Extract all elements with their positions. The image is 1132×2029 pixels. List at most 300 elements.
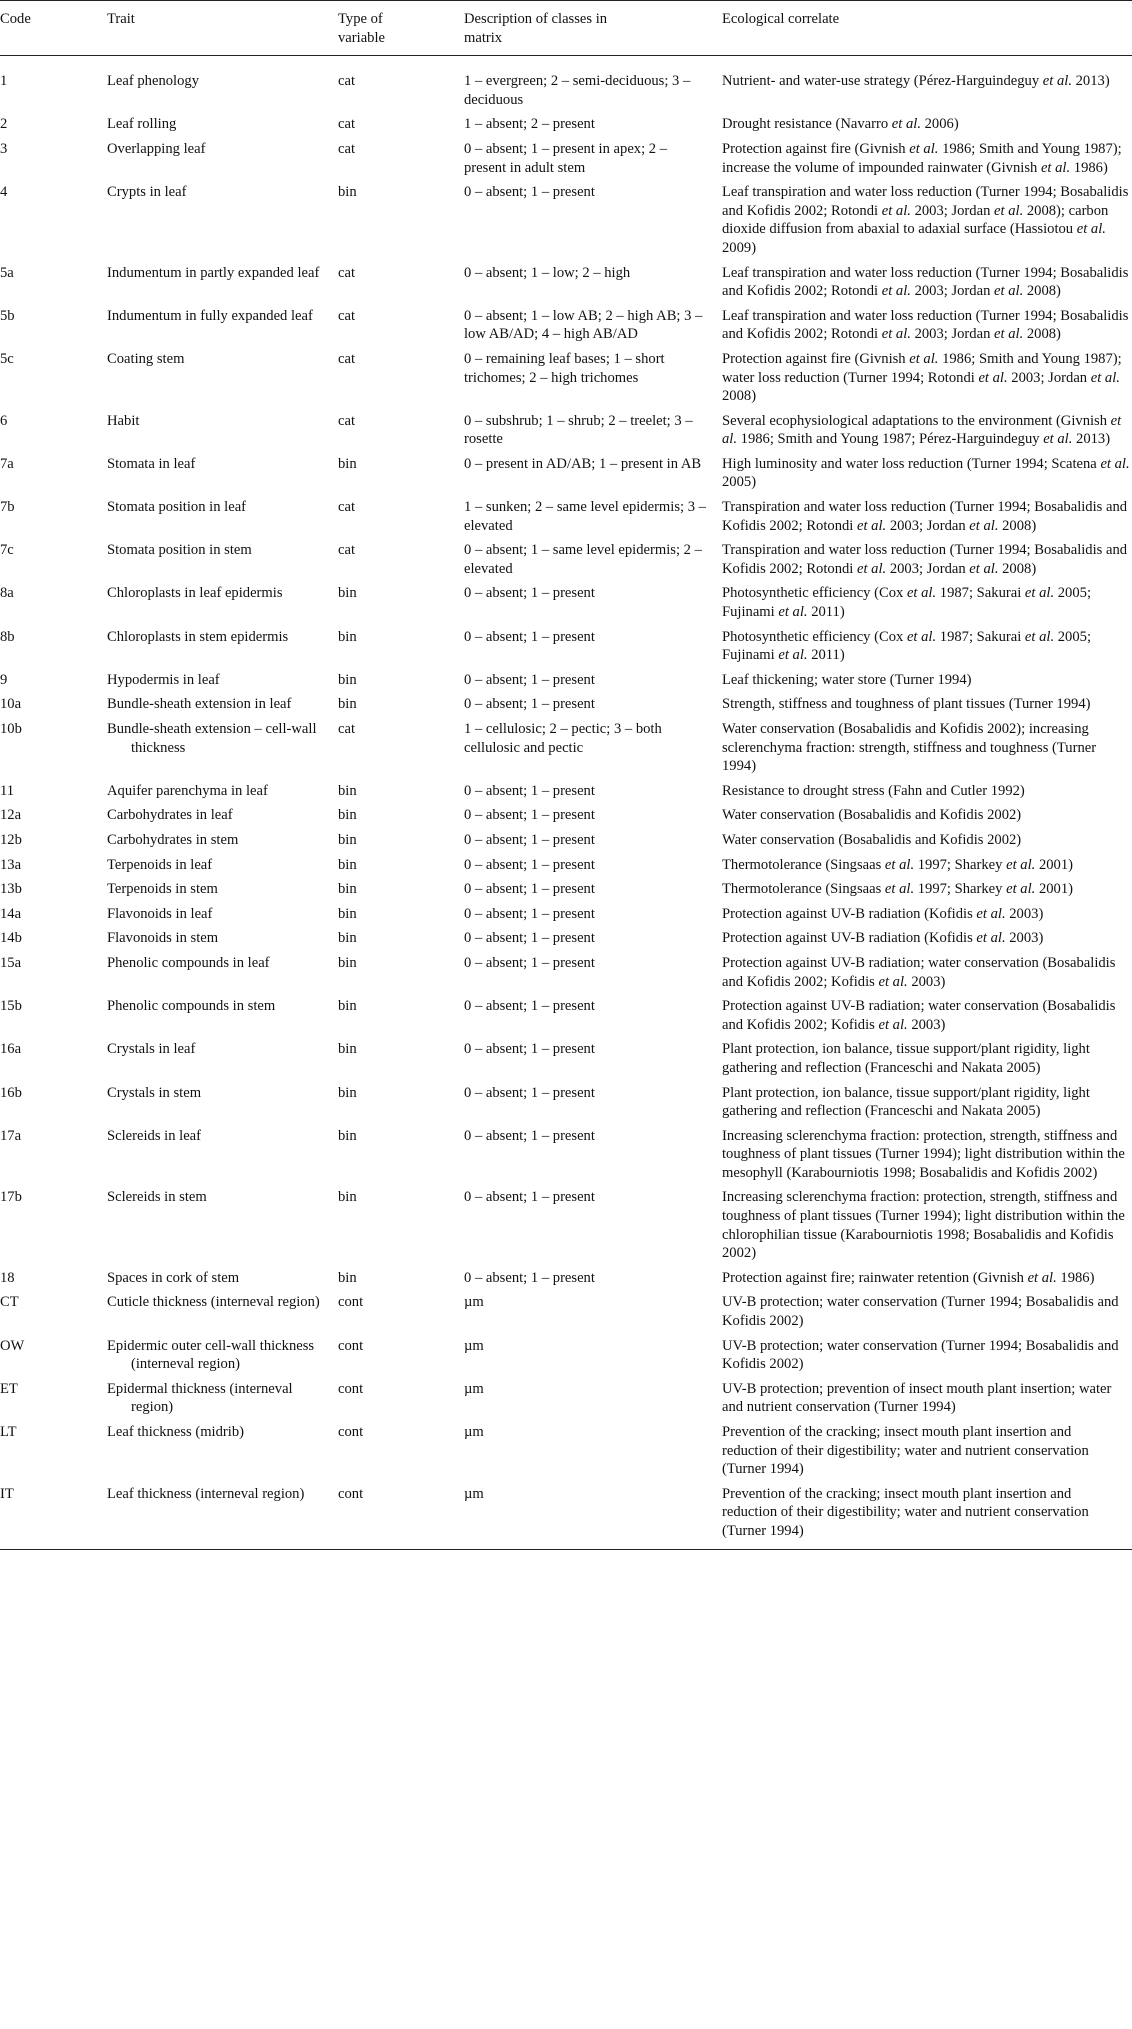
cell-code — [0, 668, 107, 693]
cell-description — [464, 717, 722, 779]
cell-trait — [107, 692, 338, 717]
cell-ecological-correlate-text: Protection against UV-B radiation (Kofidis et al. 2003) — [722, 905, 1044, 922]
cell-code-text: 15b — [0, 998, 22, 1015]
table-row — [0, 951, 1132, 994]
cell-description — [464, 409, 722, 452]
table-row — [0, 409, 1132, 452]
cell-trait-text: Phenolic compounds in stem — [107, 998, 276, 1015]
cell-type — [338, 877, 464, 902]
cell-description-text: 0 – absent; 1 – present — [464, 856, 595, 873]
cell-code — [0, 347, 107, 409]
cell-trait-text: Indumentum in fully expanded leaf — [107, 307, 313, 324]
cell-description — [464, 261, 722, 304]
cell-trait — [107, 409, 338, 452]
cell-ecological-correlate-text: Protection against fire (Givnish et al. 1986; Smith and Young 1987); increase the volume of impounded rainwater (Givnish et al. 1986) — [722, 140, 1122, 176]
table-row — [0, 625, 1132, 668]
cell-ecological-correlate-text: UV-B protection; water conservation (Turner 1994; Bosabalidis and Kofidis 2002) — [722, 1337, 1119, 1373]
cell-type — [338, 1334, 464, 1377]
cell-type-text: bin — [338, 954, 357, 971]
cell-ecological-correlate-text: Thermotolerance (Singsaas et al. 1997; Sharkey et al. 2001) — [722, 856, 1073, 873]
cell-type-text: bin — [338, 905, 357, 922]
cell-description-text: 0 – absent; 1 – present — [464, 881, 595, 898]
cell-ecological-correlate-text: Nutrient- and water-use strategy (Pérez-Harguindeguy et al. 2013) — [722, 73, 1110, 90]
cell-description-text: 1 – evergreen; 2 – semi-deciduous; 3 – deciduous — [464, 73, 691, 108]
cell-type — [338, 261, 464, 304]
cell-code-text: 6 — [0, 412, 8, 429]
table-row — [0, 779, 1132, 804]
cell-ecological-correlate-text: Drought resistance (Navarro et al. 2006) — [722, 116, 959, 133]
cell-ecological-correlate — [722, 347, 1132, 409]
cell-trait-text: Flavonoids in stem — [107, 930, 219, 947]
cell-trait-text: Hypodermis in leaf — [107, 671, 220, 688]
cell-description-text: 0 – absent; 1 – present — [464, 807, 595, 824]
cell-code — [0, 717, 107, 779]
cell-type — [338, 902, 464, 927]
header-ecological-correlate: Ecological correlate — [722, 1, 1132, 56]
cell-description — [464, 347, 722, 409]
cell-type-text: bin — [338, 881, 357, 898]
cell-type — [338, 1266, 464, 1291]
cell-trait-text: Flavonoids in leaf — [107, 905, 213, 922]
cell-type-text: bin — [338, 184, 357, 201]
cell-description — [464, 951, 722, 994]
cell-ecological-correlate-text: UV-B protection; water conservation (Turner 1994; Bosabalidis and Kofidis 2002) — [722, 1294, 1119, 1330]
cell-code-text: 15a — [0, 954, 22, 971]
cell-ecological-correlate — [722, 779, 1132, 804]
cell-ecological-correlate-text: Increasing sclerenchyma fraction: protection, strength, stiffness and toughness of plant tissues (Turner 1994); light distribution within the chlorophilian tissue (Karabourniotis 1998; Bosabalidis and Kofidis 2002) — [722, 1189, 1125, 1262]
cell-trait-text: Carbohydrates in stem — [107, 831, 239, 848]
cell-type-text: bin — [338, 1084, 357, 1101]
cell-type-text: bin — [338, 696, 357, 713]
cell-ecological-correlate — [722, 56, 1132, 113]
cell-trait — [107, 56, 338, 113]
cell-trait-text: Crypts in leaf — [107, 184, 187, 201]
table-row — [0, 668, 1132, 693]
cell-code-text: 7a — [0, 455, 14, 472]
cell-type — [338, 803, 464, 828]
cell-type-text: bin — [338, 1269, 357, 1286]
cell-description — [464, 692, 722, 717]
cell-description — [464, 495, 722, 538]
cell-ecological-correlate-text: Leaf transpiration and water loss reduction (Turner 1994; Bosabalidis and Kofidis 2002; Rotondi et al. 2003; Jordan et al. 2008) — [722, 307, 1129, 343]
cell-code — [0, 1482, 107, 1549]
cell-code-text: CT — [0, 1294, 19, 1311]
table-row — [0, 1334, 1132, 1377]
cell-type-text: bin — [338, 998, 357, 1015]
cell-code — [0, 538, 107, 581]
cell-ecological-correlate-text: Protection against fire; rainwater retention (Givnish et al. 1986) — [722, 1269, 1095, 1286]
cell-ecological-correlate — [722, 581, 1132, 624]
cell-description — [464, 625, 722, 668]
cell-trait-text: Stomata position in stem — [107, 542, 252, 559]
cell-trait-text: Leaf thickness (interneval region) — [107, 1485, 305, 1502]
cell-ecological-correlate — [722, 1037, 1132, 1080]
cell-code — [0, 853, 107, 878]
cell-description-text: 1 – sunken; 2 – same level epidermis; 3 – elevated — [464, 499, 706, 534]
cell-ecological-correlate-text: High luminosity and water loss reduction (Turner 1994; Scatena et al. 2005) — [722, 455, 1130, 491]
cell-description — [464, 1377, 722, 1420]
cell-ecological-correlate-text: UV-B protection; prevention of insect mouth plant insertion; water and nutrient conservation (Turner 1994) — [722, 1380, 1112, 1416]
header-code: Code — [0, 1, 107, 56]
cell-trait — [107, 304, 338, 347]
cell-trait — [107, 1377, 338, 1420]
cell-description — [464, 803, 722, 828]
cell-trait-text: Overlapping leaf — [107, 140, 206, 157]
cell-code — [0, 137, 107, 180]
cell-trait — [107, 112, 338, 137]
cell-ecological-correlate-text: Transpiration and water loss reduction (Turner 1994; Bosabalidis and Kofidis 2002; Rotondi et al. 2003; Jordan et al. 2008) — [722, 542, 1128, 577]
cell-code-text: 17a — [0, 1127, 22, 1144]
cell-type-text: cat — [338, 264, 356, 281]
cell-type — [338, 951, 464, 994]
cell-description-text: 0 – absent; 1 – present — [464, 1041, 595, 1058]
cell-code-text: 8a — [0, 585, 14, 602]
cell-type-text: cont — [338, 1294, 364, 1311]
cell-description-text: 1 – absent; 2 – present — [464, 116, 595, 133]
table-row — [0, 137, 1132, 180]
cell-code-text: OW — [0, 1337, 25, 1354]
table-row — [0, 1377, 1132, 1420]
cell-description — [464, 304, 722, 347]
cell-description — [464, 668, 722, 693]
cell-code-text: 12b — [0, 831, 22, 848]
cell-code-text: 7b — [0, 499, 15, 516]
cell-description-text: 0 – absent; 1 – present in apex; 2 – present in adult stem — [464, 140, 668, 176]
cell-type-text: cat — [338, 412, 356, 429]
cell-trait-text: Phenolic compounds in leaf — [107, 954, 270, 971]
cell-code — [0, 304, 107, 347]
cell-trait — [107, 1334, 338, 1377]
cell-type-text: bin — [338, 930, 357, 947]
cell-trait-text: Terpenoids in leaf — [107, 856, 213, 873]
cell-ecological-correlate — [722, 409, 1132, 452]
table-row — [0, 877, 1132, 902]
cell-trait — [107, 1185, 338, 1265]
cell-code-text: 5b — [0, 307, 15, 324]
cell-description-text: µm — [464, 1380, 484, 1397]
cell-type-text: cont — [338, 1380, 364, 1397]
cell-trait — [107, 347, 338, 409]
cell-ecological-correlate — [722, 452, 1132, 495]
cell-code — [0, 926, 107, 951]
cell-description — [464, 1290, 722, 1333]
cell-type-text: cat — [338, 307, 356, 324]
cell-code — [0, 1420, 107, 1482]
cell-description — [464, 1081, 722, 1124]
cell-description — [464, 1266, 722, 1291]
cell-ecological-correlate — [722, 994, 1132, 1037]
table-row — [0, 180, 1132, 260]
cell-ecological-correlate — [722, 902, 1132, 927]
cell-code — [0, 581, 107, 624]
cell-ecological-correlate — [722, 261, 1132, 304]
cell-description — [464, 902, 722, 927]
cell-ecological-correlate-text: Increasing sclerenchyma fraction: protection, strength, stiffness and toughness of plant tissues (Turner 1994); light distribution within the mesophyll (Karabourniotis 1998; Bosabalidis and Kofidis 2002) — [722, 1127, 1125, 1181]
cell-description-text: 0 – absent; 1 – low; 2 – high — [464, 264, 631, 281]
cell-description — [464, 994, 722, 1037]
cell-description-text: 0 – absent; 1 – present — [464, 782, 595, 799]
cell-code-text: IT — [0, 1485, 14, 1502]
cell-trait-text: Coating stem — [107, 350, 185, 367]
cell-description — [464, 1334, 722, 1377]
cell-code — [0, 692, 107, 717]
cell-trait-text: Habit — [107, 412, 140, 429]
cell-code — [0, 803, 107, 828]
cell-description — [464, 1420, 722, 1482]
cell-code-text: 12a — [0, 807, 22, 824]
table-row — [0, 1081, 1132, 1124]
cell-code-text: 13b — [0, 881, 22, 898]
cell-description-text: 0 – absent; 1 – present — [464, 905, 595, 922]
cell-code — [0, 261, 107, 304]
cell-code — [0, 779, 107, 804]
cell-trait — [107, 994, 338, 1037]
cell-description — [464, 1124, 722, 1186]
cell-code — [0, 180, 107, 260]
cell-code-text: 14a — [0, 905, 22, 922]
table-row — [0, 581, 1132, 624]
cell-code — [0, 1185, 107, 1265]
cell-description — [464, 180, 722, 260]
cell-type — [338, 828, 464, 853]
cell-description — [464, 452, 722, 495]
cell-code — [0, 112, 107, 137]
cell-description-text: 0 – absent; 1 – present — [464, 585, 595, 602]
cell-code — [0, 1037, 107, 1080]
table-row — [0, 56, 1132, 113]
cell-code-text: 7c — [0, 542, 14, 559]
cell-ecological-correlate-text: Photosynthetic efficiency (Cox et al. 1987; Sakurai et al. 2005; Fujinami et al. 2011) — [722, 628, 1091, 664]
table-row — [0, 692, 1132, 717]
cell-ecological-correlate — [722, 495, 1132, 538]
cell-trait — [107, 853, 338, 878]
cell-description-text: 0 – absent; 1 – present — [464, 930, 595, 947]
cell-type-text: cont — [338, 1337, 364, 1354]
cell-ecological-correlate — [722, 1482, 1132, 1549]
cell-code-text: 11 — [0, 782, 15, 799]
cell-ecological-correlate — [722, 1124, 1132, 1186]
cell-code-text: 1 — [0, 73, 8, 90]
cell-code-text: 4 — [0, 184, 8, 201]
cell-ecological-correlate-text: Resistance to drought stress (Fahn and Cutler 1992) — [722, 782, 1025, 799]
table-body — [0, 56, 1132, 1549]
table-row — [0, 1124, 1132, 1186]
cell-type — [338, 779, 464, 804]
cell-ecological-correlate-text: Water conservation (Bosabalidis and Kofidis 2002) — [722, 831, 1022, 848]
cell-trait-text: Bundle-sheath extension in leaf — [107, 696, 292, 713]
cell-type-text: bin — [338, 1127, 357, 1144]
cell-type-text: bin — [338, 628, 357, 645]
cell-trait-text: Leaf thickness (midrib) — [107, 1424, 244, 1440]
table-row — [0, 717, 1132, 779]
cell-type-text: bin — [338, 1189, 357, 1206]
cell-code — [0, 994, 107, 1037]
table-row — [0, 853, 1132, 878]
cell-trait-text: Leaf rolling — [107, 116, 177, 133]
cell-type-text: cat — [338, 140, 356, 157]
cell-type — [338, 692, 464, 717]
cell-code — [0, 452, 107, 495]
cell-trait — [107, 625, 338, 668]
cell-type-text: cat — [338, 350, 356, 367]
cell-type — [338, 625, 464, 668]
cell-trait — [107, 828, 338, 853]
cell-code — [0, 409, 107, 452]
cell-type — [338, 538, 464, 581]
header-type: Type of variable — [338, 1, 464, 56]
table-row — [0, 926, 1132, 951]
cell-trait — [107, 1037, 338, 1080]
table-row — [0, 538, 1132, 581]
cell-ecological-correlate — [722, 853, 1132, 878]
cell-trait — [107, 668, 338, 693]
cell-description-text: 0 – absent; 1 – present — [464, 831, 595, 848]
cell-type-text: cat — [338, 542, 356, 559]
cell-type — [338, 668, 464, 693]
cell-trait — [107, 1124, 338, 1186]
cell-trait — [107, 951, 338, 994]
cell-ecological-correlate-text: Photosynthetic efficiency (Cox et al. 1987; Sakurai et al. 2005; Fujinami et al. 2011) — [722, 585, 1091, 621]
cell-type — [338, 1037, 464, 1080]
cell-description-text: 0 – present in AD/AB; 1 – present in AB — [464, 455, 702, 472]
cell-trait-text: Cuticle thickness (interneval region) — [107, 1294, 320, 1311]
cell-description-text: 0 – absent; 1 – present — [464, 1084, 595, 1101]
cell-code — [0, 1377, 107, 1420]
cell-type — [338, 853, 464, 878]
cell-trait — [107, 902, 338, 927]
cell-type — [338, 1420, 464, 1482]
cell-trait-text: Sclereids in stem — [107, 1189, 207, 1206]
table-row — [0, 112, 1132, 137]
cell-ecological-correlate-text: Plant protection, ion balance, tissue support/plant rigidity, light gathering and reflection (Franceschi and Nakata 2005) — [722, 1084, 1090, 1120]
cell-ecological-correlate — [722, 717, 1132, 779]
cell-trait — [107, 180, 338, 260]
cell-ecological-correlate-text: Thermotolerance (Singsaas et al. 1997; Sharkey et al. 2001) — [722, 881, 1073, 898]
cell-description-text: µm — [464, 1294, 484, 1311]
cell-ecological-correlate-text: Protection against UV-B radiation; water conservation (Bosabalidis and Kofidis 2002; Kofidis et al. 2003) — [722, 998, 1116, 1033]
cell-ecological-correlate — [722, 951, 1132, 994]
cell-ecological-correlate-text: Protection against UV-B radiation; water conservation (Bosabalidis and Kofidis 2002; Kofidis et al. 2003) — [722, 954, 1116, 990]
cell-type — [338, 926, 464, 951]
cell-trait-text: Sclereids in leaf — [107, 1127, 202, 1144]
cell-type-text: bin — [338, 782, 357, 799]
cell-description-text: 0 – remaining leaf bases; 1 – short trichomes; 2 – high trichomes — [464, 350, 665, 386]
cell-ecological-correlate — [722, 538, 1132, 581]
cell-code-text: 13a — [0, 856, 22, 873]
cell-description-text: µm — [464, 1485, 484, 1502]
cell-ecological-correlate — [722, 668, 1132, 693]
cell-type-text: bin — [338, 455, 357, 472]
cell-trait-text: Carbohydrates in leaf — [107, 807, 233, 824]
cell-description-text: 0 – absent; 1 – present — [464, 998, 595, 1015]
cell-type — [338, 495, 464, 538]
cell-trait — [107, 1290, 338, 1333]
cell-type-text: cat — [338, 499, 356, 516]
cell-trait-text: Crystals in leaf — [107, 1041, 196, 1058]
cell-trait-text: Stomata in leaf — [107, 455, 196, 472]
cell-code — [0, 1081, 107, 1124]
cell-ecological-correlate-text: Water conservation (Bosabalidis and Kofidis 2002) — [722, 807, 1022, 824]
cell-trait — [107, 452, 338, 495]
cell-code-text: 9 — [0, 671, 8, 688]
cell-type — [338, 1185, 464, 1265]
table-row — [0, 452, 1132, 495]
cell-code-text: 8b — [0, 628, 15, 645]
cell-ecological-correlate — [722, 803, 1132, 828]
cell-description-text: 0 – subshrub; 1 – shrub; 2 – treelet; 3 – rosette — [464, 412, 693, 448]
cell-trait-text: Bundle-sheath extension – cell-wall thickness — [107, 721, 317, 756]
cell-description — [464, 56, 722, 113]
cell-description — [464, 581, 722, 624]
cell-description-text: 0 – absent; 1 – present — [464, 696, 595, 713]
table-row — [0, 304, 1132, 347]
cell-ecological-correlate — [722, 1081, 1132, 1124]
cell-code — [0, 1266, 107, 1291]
table-row — [0, 803, 1132, 828]
cell-trait-text: Spaces in cork of stem — [107, 1269, 240, 1286]
cell-trait — [107, 261, 338, 304]
cell-description-text: 0 – absent; 1 – same level epidermis; 2 – elevated — [464, 542, 702, 577]
table-row — [0, 1266, 1132, 1291]
cell-ecological-correlate-text: Leaf transpiration and water loss reduction (Turner 1994; Bosabalidis and Kofidis 2002; Rotondi et al. 2003; Jordan et al. 2008); carbon dioxide diffusion from abaxial to adaxial surface (Hassiotou et al. 2009) — [722, 184, 1129, 256]
cell-type — [338, 1124, 464, 1186]
cell-code — [0, 625, 107, 668]
cell-ecological-correlate-text: Leaf transpiration and water loss reduction (Turner 1994; Bosabalidis and Kofidis 2002; Rotondi et al. 2003; Jordan et al. 2008) — [722, 264, 1129, 300]
cell-type — [338, 994, 464, 1037]
table-row — [0, 1290, 1132, 1333]
cell-type — [338, 581, 464, 624]
cell-type — [338, 1081, 464, 1124]
cell-ecological-correlate — [722, 180, 1132, 260]
cell-ecological-correlate-text: Protection against UV-B radiation (Kofidis et al. 2003) — [722, 930, 1044, 947]
cell-code — [0, 1290, 107, 1333]
cell-description-text: 0 – absent; 1 – present — [464, 184, 595, 201]
cell-type — [338, 452, 464, 495]
cell-type-text: bin — [338, 1041, 357, 1058]
cell-code-text: 16b — [0, 1084, 22, 1101]
cell-type — [338, 56, 464, 113]
cell-ecological-correlate — [722, 877, 1132, 902]
cell-code-text: LT — [0, 1424, 17, 1440]
cell-description — [464, 926, 722, 951]
cell-description-text: 0 – absent; 1 – present — [464, 1127, 595, 1144]
cell-description-text: 0 – absent; 1 – present — [464, 954, 595, 971]
cell-type-text: bin — [338, 585, 357, 602]
cell-code — [0, 902, 107, 927]
cell-description — [464, 853, 722, 878]
cell-ecological-correlate — [722, 692, 1132, 717]
cell-ecological-correlate — [722, 304, 1132, 347]
cell-description — [464, 877, 722, 902]
cell-code-text: 16a — [0, 1041, 22, 1058]
table-row — [0, 1482, 1132, 1549]
cell-type — [338, 717, 464, 779]
cell-code-text: 2 — [0, 116, 8, 133]
table-row — [0, 1420, 1132, 1482]
table-row — [0, 902, 1132, 927]
cell-ecological-correlate — [722, 112, 1132, 137]
cell-trait-text: Leaf phenology — [107, 73, 199, 90]
cell-description-text: µm — [464, 1424, 484, 1440]
cell-trait — [107, 538, 338, 581]
cell-code-text: 5c — [0, 350, 14, 367]
cell-description-text: 1 – cellulosic; 2 – pectic; 3 – both cellulosic and pectic — [464, 721, 662, 756]
cell-code-text: 17b — [0, 1189, 22, 1206]
cell-code-text: 10b — [0, 721, 22, 737]
cell-code-text: 5a — [0, 264, 14, 281]
cell-trait — [107, 1081, 338, 1124]
cell-type-text: cont — [338, 1424, 364, 1440]
